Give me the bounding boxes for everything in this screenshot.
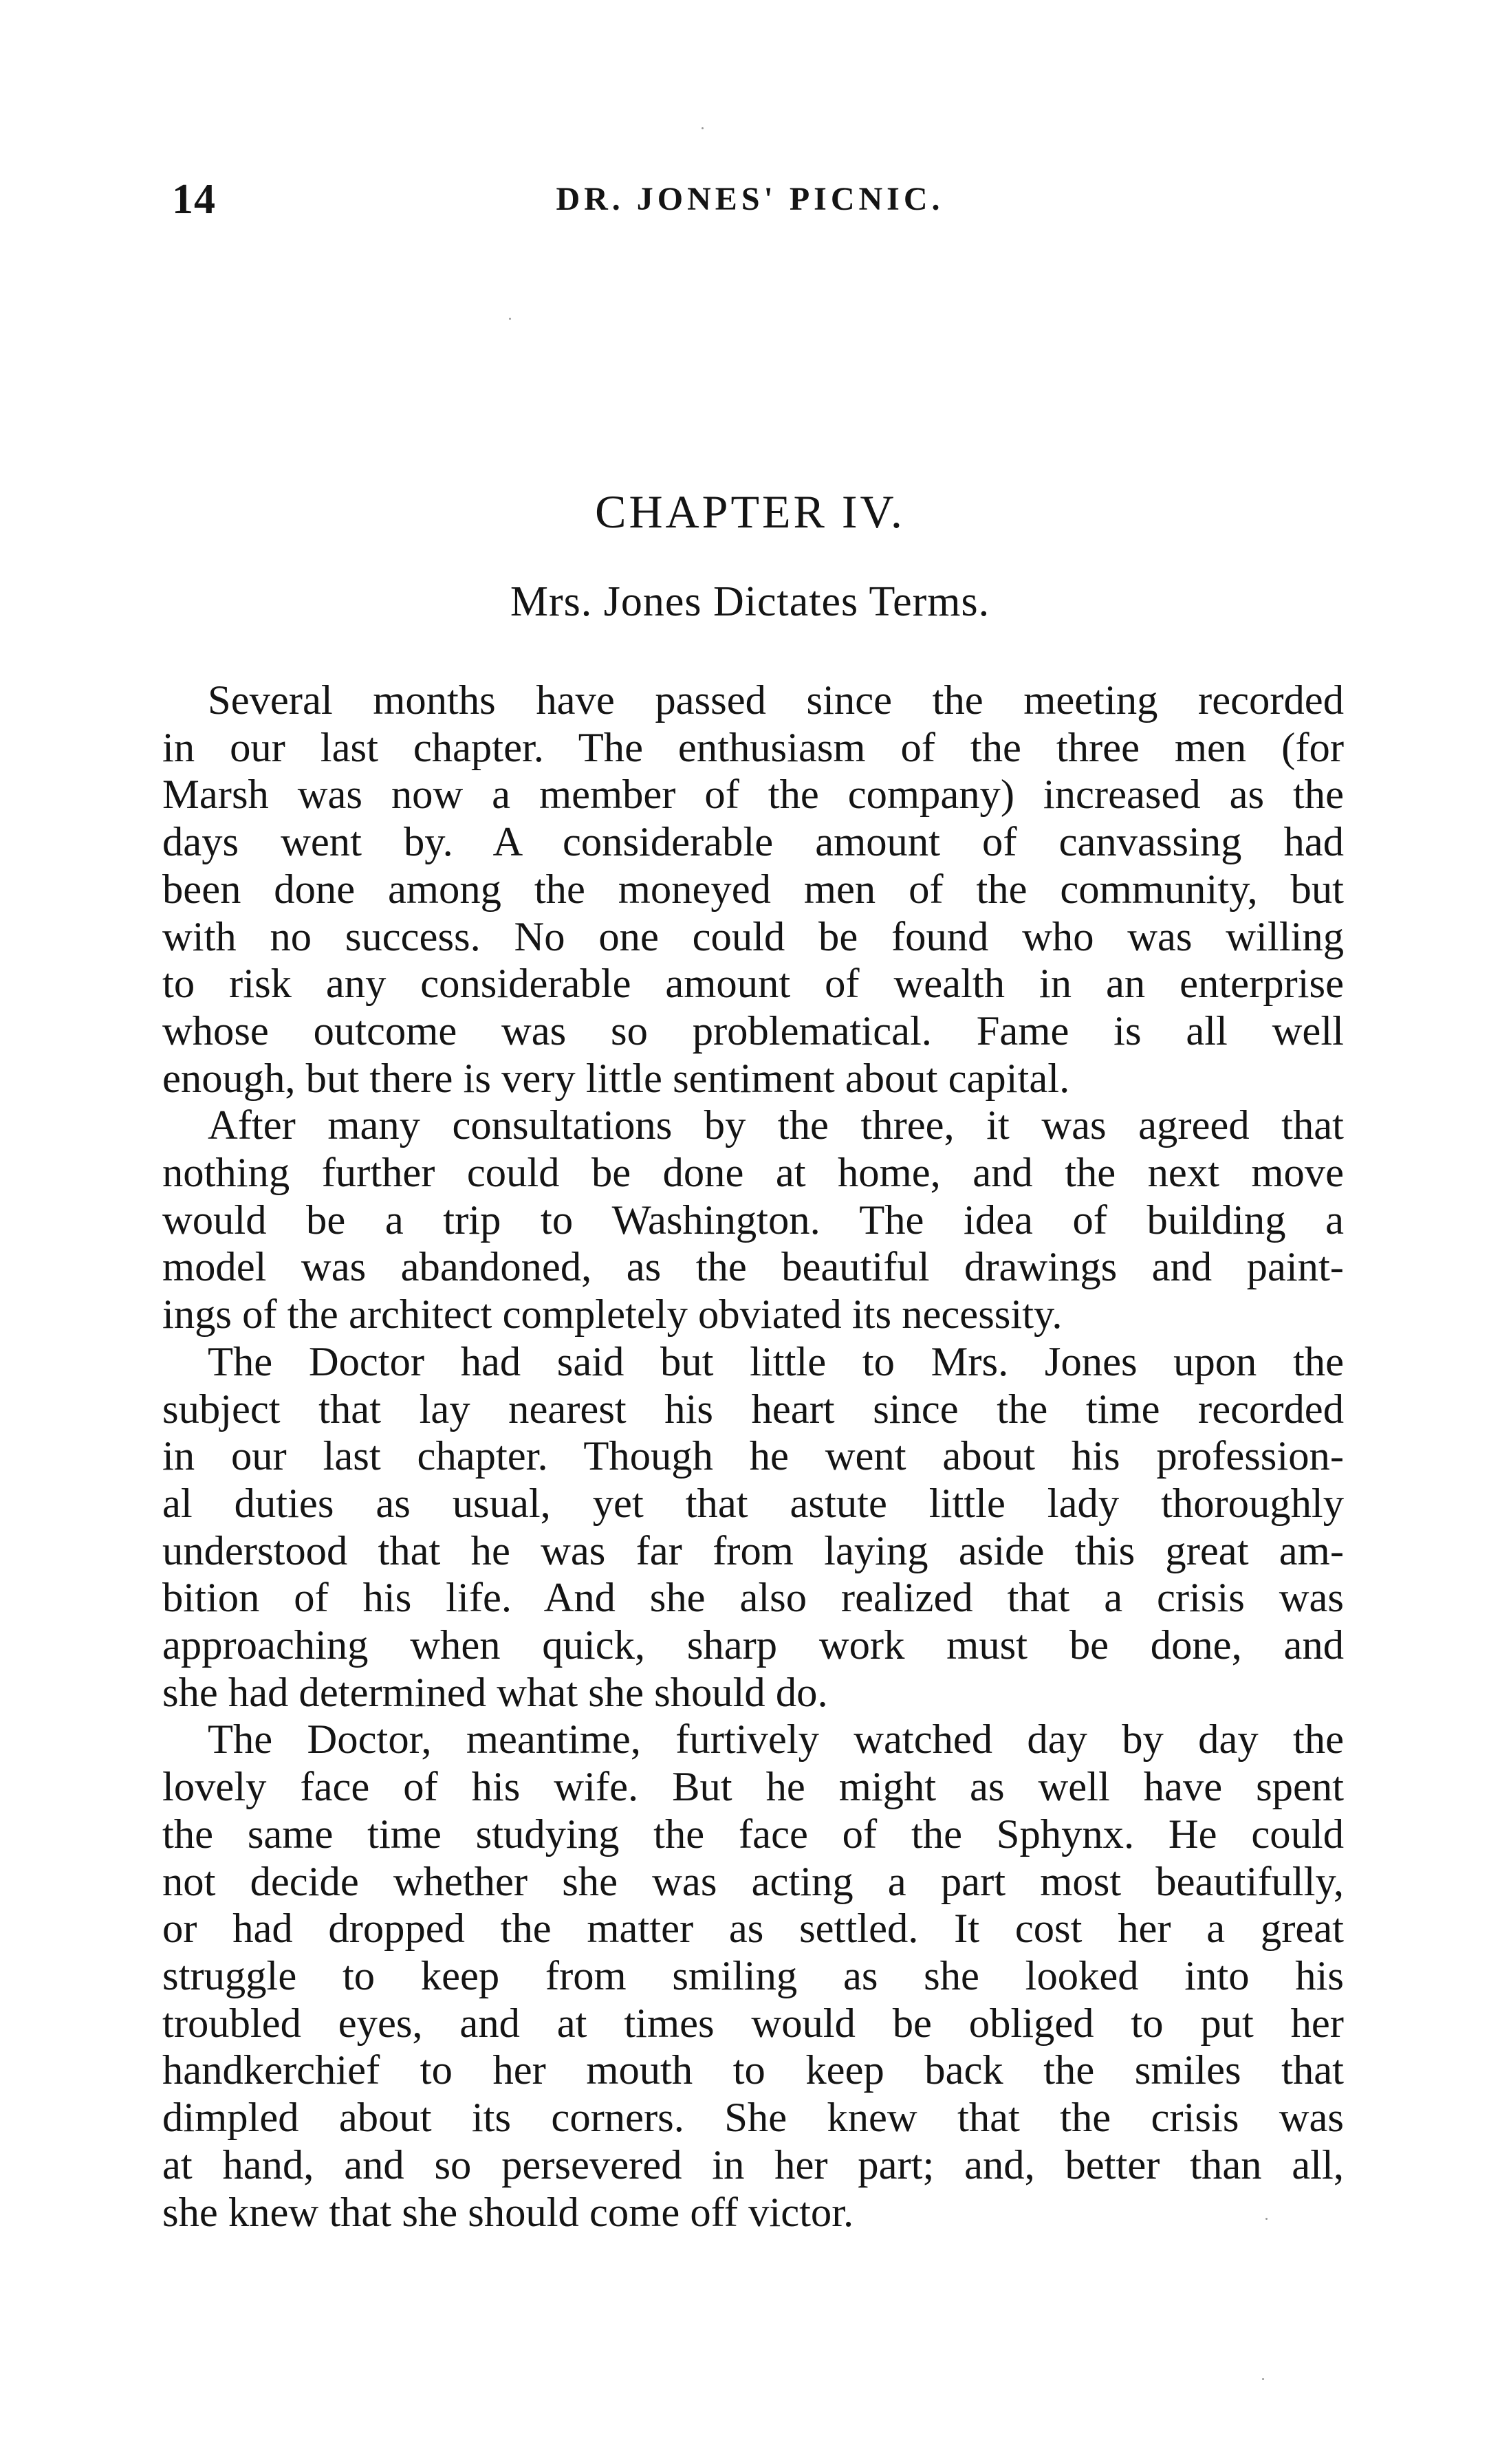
paragraph bbox=[162, 1716, 1344, 2236]
text-line: subject that lay nearest his heart since the time recorded bbox=[162, 1386, 1344, 1432]
text-line: After many consultations by the three, it was agreed that bbox=[208, 1102, 1344, 1149]
text-line: Marsh was now a member of the company) increased as the bbox=[162, 772, 1344, 818]
text-line: The Doctor had said but little to Mrs. Jones upon the bbox=[208, 1338, 1344, 1385]
text-line: or had dropped the matter as settled. It cost her a great bbox=[162, 1906, 1344, 1952]
text-line: would be a trip to Washington. The idea of building a bbox=[162, 1197, 1344, 1243]
paragraph bbox=[162, 1339, 1344, 1717]
text-line: struggle to keep from smiling as she looked into his bbox=[162, 1952, 1344, 1999]
text-line: model was abandoned, as the beautiful drawings and paint- bbox=[162, 1244, 1344, 1291]
running-title: DR. JONES' PICNIC. bbox=[556, 181, 944, 217]
paragraph bbox=[162, 1102, 1344, 1339]
print-speck bbox=[702, 127, 704, 129]
text-line: nothing further could be done at home, and the next move bbox=[162, 1150, 1344, 1197]
text-line: in our last chapter. Though he went about his profession- bbox=[162, 1433, 1344, 1480]
text-line: bition of his life. And she also realized that a crisis was bbox=[162, 1575, 1344, 1622]
text-line: been done among the moneyed men of the community, but bbox=[162, 866, 1344, 913]
text-line: she knew that she should come off victor. bbox=[162, 2189, 854, 2236]
text-line: in our last chapter. The enthusiasm of the three men (for bbox=[162, 724, 1344, 771]
text-line: ings of the architect completely obviated its necessity. bbox=[162, 1291, 1063, 1338]
text-line: to risk any considerable amount of wealth in an enterprise bbox=[162, 961, 1344, 1007]
text-line: not decide whether she was acting a part most beautifully, bbox=[162, 1858, 1344, 1905]
text-line: she had determined what she should do. bbox=[162, 1669, 828, 1716]
text-line: Several months have passed since the meeting recorded bbox=[208, 677, 1344, 723]
text-line: troubled eyes, and at times would be obliged to put her bbox=[162, 2000, 1344, 2047]
chapter-title: CHAPTER IV. bbox=[595, 486, 905, 538]
text-line: handkerchief to her mouth to keep back the smiles that bbox=[162, 2047, 1344, 2094]
chapter-body bbox=[162, 677, 1344, 2236]
print-speck bbox=[509, 318, 511, 320]
text-line: enough, but there is very little sentiment about capital. bbox=[162, 1055, 1070, 1102]
print-speck bbox=[1265, 2218, 1268, 2220]
text-line: days went by. A considerable amount of canvassing had bbox=[162, 819, 1344, 866]
text-line: lovely face of his wife. But he might as well have spent bbox=[162, 1764, 1344, 1811]
chapter-subtitle: Mrs. Jones Dictates Terms. bbox=[510, 578, 990, 625]
print-speck bbox=[1262, 2378, 1264, 2380]
text-line: al duties as usual, yet that astute little lady thoroughly bbox=[162, 1480, 1344, 1527]
text-line: dimpled about its corners. She knew that the crisis was bbox=[162, 2095, 1344, 2141]
text-line: with no success. No one could be found who was willing bbox=[162, 913, 1344, 960]
text-line: understood that he was far from laying aside this great am- bbox=[162, 1527, 1344, 1574]
text-line: whose outcome was so problematical. Fame is all well bbox=[162, 1007, 1344, 1054]
text-line: the same time studying the face of the Sphynx. He could bbox=[162, 1811, 1344, 1857]
text-line: The Doctor, meantime, furtively watched day by day the bbox=[208, 1716, 1344, 1763]
text-line: approaching when quick, sharp work must be done, and bbox=[162, 1622, 1344, 1669]
paragraph bbox=[162, 677, 1344, 1102]
page-number: 14 bbox=[172, 176, 216, 223]
text-line: at hand, and so persevered in her part; and, better than all, bbox=[162, 2141, 1344, 2188]
